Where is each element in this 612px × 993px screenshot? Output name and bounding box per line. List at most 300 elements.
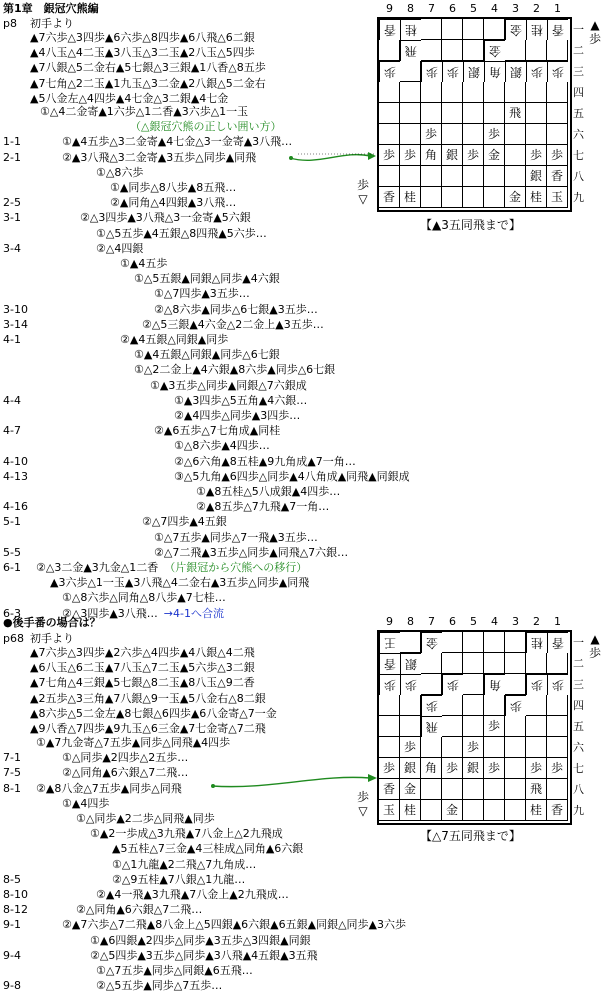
variation-line: ②△同角▲6六銀△7二飛… bbox=[76, 903, 203, 917]
board-square: 銀 bbox=[463, 61, 484, 82]
board-row-number: 六 bbox=[573, 128, 584, 141]
board-column-number: 9 bbox=[386, 2, 393, 15]
board-square bbox=[484, 19, 505, 40]
main-line: ▲7八銀△5二金右▲5七銀△3三銀▲1八香△8五歩 bbox=[30, 61, 266, 75]
board-square: 香 bbox=[547, 632, 568, 653]
board-column-number: 1 bbox=[554, 615, 561, 628]
variation-ref: 4-10 bbox=[3, 454, 28, 468]
variation-ref: 7-1 bbox=[3, 751, 21, 765]
board-square: 歩 bbox=[484, 124, 505, 145]
board-square bbox=[442, 653, 463, 674]
board-square: 歩 bbox=[442, 758, 463, 779]
board-square bbox=[400, 103, 421, 124]
board-square bbox=[421, 40, 442, 61]
variation-ref: 4-16 bbox=[3, 500, 28, 514]
board2-sente-hand: ▲ 歩 bbox=[588, 632, 601, 660]
board-column-number: 5 bbox=[470, 615, 477, 628]
board-square bbox=[442, 124, 463, 145]
board-square bbox=[400, 124, 421, 145]
board-column-number: 8 bbox=[407, 2, 414, 15]
board-column-number: 8 bbox=[407, 615, 414, 628]
board-square bbox=[442, 737, 463, 758]
variation-line: ②△9五桂▲7八銀△1九龍… bbox=[112, 872, 246, 886]
board-square bbox=[547, 779, 568, 800]
board-square: 玉 bbox=[379, 800, 400, 821]
board-square bbox=[484, 695, 505, 716]
variation-line: ②▲3八飛△3二金寄▲3五歩△同歩▲同飛 bbox=[62, 150, 257, 164]
variation-ref: 7-5 bbox=[3, 766, 21, 780]
board-square bbox=[421, 653, 442, 674]
board-square bbox=[547, 103, 568, 124]
board-square bbox=[442, 187, 463, 208]
board-square: 歩 bbox=[526, 758, 547, 779]
board-square: 桂 bbox=[526, 632, 547, 653]
board-square: 金 bbox=[421, 632, 442, 653]
variation-ref: 3-1 bbox=[3, 211, 21, 225]
board-column-number: 3 bbox=[512, 615, 519, 628]
variation-ref: 2-1 bbox=[3, 150, 21, 164]
variation-line: ②△5五歩▲同歩△7五歩… bbox=[96, 979, 223, 993]
board-square bbox=[505, 124, 526, 145]
board-square: 香 bbox=[379, 187, 400, 208]
variation-ref: 6-1 bbox=[3, 561, 21, 574]
board-square bbox=[379, 40, 400, 61]
board-row-number: 八 bbox=[573, 170, 584, 183]
variation-ref: 5-5 bbox=[3, 545, 21, 559]
board-square: 歩 bbox=[379, 145, 400, 166]
variation-line: ①▲3四歩△5五角▲4六銀… bbox=[174, 393, 308, 407]
board-square: 角 bbox=[421, 145, 442, 166]
board-square: 歩 bbox=[379, 674, 400, 695]
variation-ref: 9-1 bbox=[3, 918, 21, 932]
board-square bbox=[505, 800, 526, 821]
section2-title: ●後手番の場合は？ bbox=[3, 616, 101, 629]
variation-ref: 5-1 bbox=[3, 515, 21, 529]
board-row-number: 七 bbox=[573, 762, 584, 775]
board-row-number: 三 bbox=[573, 678, 584, 691]
board-row-number: 四 bbox=[573, 86, 584, 99]
board-square bbox=[484, 737, 505, 758]
main-line: ▲7七角△2二玉▲1九玉△3二金▲2八銀△5二金右 bbox=[30, 76, 266, 90]
board-row-number: 九 bbox=[573, 191, 584, 204]
board-square bbox=[484, 632, 505, 653]
board-square: 歩 bbox=[379, 61, 400, 82]
variation-ref: 2-5 bbox=[3, 196, 21, 210]
variation-ref: 4-4 bbox=[3, 393, 21, 407]
board-square: 金 bbox=[505, 19, 526, 40]
board-square bbox=[442, 695, 463, 716]
board-square bbox=[421, 19, 442, 40]
board-square: 香 bbox=[379, 779, 400, 800]
board-square bbox=[484, 187, 505, 208]
board-square: 飛 bbox=[526, 779, 547, 800]
board-square bbox=[505, 145, 526, 166]
board-row-number: 一 bbox=[573, 636, 584, 649]
board-square: 歩 bbox=[400, 674, 421, 695]
board-square: 金 bbox=[484, 145, 505, 166]
board-column-number: 3 bbox=[512, 2, 519, 15]
board-square: 王 bbox=[379, 632, 400, 653]
board-square bbox=[421, 187, 442, 208]
variation-line: ②△4四銀 bbox=[96, 241, 144, 255]
board-column-number: 2 bbox=[533, 615, 540, 628]
board-square bbox=[547, 82, 568, 103]
board-square bbox=[505, 653, 526, 674]
board-square bbox=[484, 653, 505, 674]
board-square bbox=[421, 779, 442, 800]
board-square bbox=[442, 166, 463, 187]
board-square: 金 bbox=[484, 40, 505, 61]
variation-ref: 1-1 bbox=[3, 135, 21, 149]
board-square: 歩 bbox=[547, 145, 568, 166]
variation-line: ②△5三銀▲4六金△2二金上▲3五歩… bbox=[142, 317, 324, 331]
board-row-number: 五 bbox=[573, 107, 584, 120]
board-square: 桂 bbox=[526, 800, 547, 821]
board-column-number: 5 bbox=[470, 2, 477, 15]
board-square: 角 bbox=[421, 758, 442, 779]
board-square bbox=[526, 103, 547, 124]
variation-line: ②△7二飛▲3五歩△同歩▲同飛△7六銀… bbox=[154, 545, 349, 559]
board-square: 金 bbox=[442, 800, 463, 821]
board-square bbox=[505, 737, 526, 758]
board-row-number: 三 bbox=[573, 65, 584, 78]
board2-arrow-icon bbox=[210, 772, 380, 792]
board-square bbox=[505, 166, 526, 187]
board-square: 歩 bbox=[484, 716, 505, 737]
board-square bbox=[484, 82, 505, 103]
board-square bbox=[421, 674, 442, 695]
board-square: 歩 bbox=[463, 145, 484, 166]
board-square bbox=[505, 40, 526, 61]
variation-line: ①△2二金上▲4六銀▲8六歩▲同歩△6七銀 bbox=[134, 363, 336, 377]
board-column-number: 2 bbox=[533, 2, 540, 15]
variation-ref: 4-13 bbox=[3, 469, 28, 483]
main-line: ▲8六歩△5二金左▲8七銀△6四歩▲6八金寄△7一金 bbox=[30, 706, 277, 720]
board-column-number: 6 bbox=[449, 615, 456, 628]
board-square bbox=[400, 166, 421, 187]
board-square: 歩 bbox=[379, 758, 400, 779]
board-square bbox=[463, 124, 484, 145]
variation-line: ③△5九角▲6四歩△同歩▲4八角成▲同飛▲同銀成 bbox=[174, 469, 410, 483]
variation-line: ②▲8八金△7五歩▲同歩△同飛 bbox=[36, 781, 182, 795]
variation-line: ①△1九龍▲2二飛△7九角成… bbox=[112, 857, 257, 871]
variation-ref: 3-10 bbox=[3, 302, 28, 316]
board-row-number: 四 bbox=[573, 699, 584, 712]
board-square bbox=[379, 124, 400, 145]
board-square bbox=[463, 674, 484, 695]
board-square: 飛 bbox=[505, 103, 526, 124]
board-square bbox=[400, 632, 421, 653]
board-square: 歩 bbox=[442, 674, 463, 695]
board1-caption: 【▲3五同飛まで】 bbox=[420, 218, 521, 232]
board-square bbox=[463, 800, 484, 821]
board-square bbox=[400, 61, 421, 82]
variation-line: ②▲7六歩△7二飛▲8八金上△5四銀▲6六銀▲6五銀▲同銀△同歩▲3六歩 bbox=[62, 918, 406, 932]
board-square: 歩 bbox=[442, 61, 463, 82]
board-square bbox=[421, 800, 442, 821]
board-row-number: 七 bbox=[573, 149, 584, 162]
board-square bbox=[421, 103, 442, 124]
board-square: 角 bbox=[484, 674, 505, 695]
board-square bbox=[379, 82, 400, 103]
board-square bbox=[484, 166, 505, 187]
variation-line: ②△3四歩▲3八飛… →4-1へ合流 bbox=[62, 606, 224, 620]
board-square: 歩 bbox=[400, 737, 421, 758]
board-square bbox=[400, 82, 421, 103]
board-square: 歩 bbox=[421, 124, 442, 145]
board-square: 歩 bbox=[505, 695, 526, 716]
board-row-number: 八 bbox=[573, 783, 584, 796]
board-square bbox=[463, 19, 484, 40]
board-square: 金 bbox=[400, 779, 421, 800]
board-square bbox=[526, 653, 547, 674]
board-square bbox=[547, 40, 568, 61]
board-square: 銀 bbox=[400, 653, 421, 674]
board-square bbox=[463, 632, 484, 653]
board1-gote-hand: 歩 ▽ bbox=[356, 178, 369, 206]
board-column-number: 1 bbox=[554, 2, 561, 15]
board-row-number: 二 bbox=[573, 44, 584, 57]
board-square: 桂 bbox=[400, 800, 421, 821]
board-square bbox=[442, 716, 463, 737]
board-column-number: 6 bbox=[449, 2, 456, 15]
board-square bbox=[484, 800, 505, 821]
board-square: 桂 bbox=[526, 187, 547, 208]
board-square bbox=[421, 737, 442, 758]
variation-line: ②△8六歩▲同歩△6七銀▲3五歩… bbox=[154, 302, 318, 316]
variation-ref: 8-10 bbox=[3, 888, 28, 901]
variation-ref: 4-7 bbox=[3, 424, 21, 438]
variation-line: ②▲4四歩△同歩▲3四歩… bbox=[174, 409, 301, 422]
board-square: 玉 bbox=[547, 187, 568, 208]
board-square: 銀 bbox=[463, 758, 484, 779]
board-row-number: 五 bbox=[573, 720, 584, 733]
board-square bbox=[484, 103, 505, 124]
board-square: 銀 bbox=[400, 758, 421, 779]
board-square bbox=[526, 716, 547, 737]
board-square: 銀 bbox=[526, 166, 547, 187]
board-column-number: 4 bbox=[491, 615, 498, 628]
board-square bbox=[547, 737, 568, 758]
board-row-number: 一 bbox=[573, 23, 584, 36]
board-square bbox=[379, 103, 400, 124]
board-square: 桂 bbox=[526, 19, 547, 40]
variation-line: ①▲4五歩△3二金寄▲4七金△3一金寄▲3八飛… bbox=[62, 135, 293, 149]
board-square bbox=[400, 716, 421, 737]
board-square bbox=[463, 779, 484, 800]
board-square bbox=[463, 716, 484, 737]
variation-line: ②▲4一飛▲3九飛▲7八金上▲2九飛成… bbox=[96, 888, 289, 901]
board-square: 香 bbox=[379, 653, 400, 674]
board-square bbox=[547, 695, 568, 716]
board-square bbox=[463, 166, 484, 187]
board-square bbox=[463, 82, 484, 103]
variation-line: ②△7四歩▲4五銀 bbox=[142, 515, 227, 529]
main-line: ▲9八香△7四歩▲9九玉△6三金▲7七金寄△7二飛 bbox=[30, 722, 266, 735]
board-square: 歩 bbox=[547, 674, 568, 695]
board-square bbox=[484, 779, 505, 800]
board-square: 歩 bbox=[526, 145, 547, 166]
board-square bbox=[463, 187, 484, 208]
variation-line: ①▲4四歩 bbox=[62, 796, 110, 810]
board-square bbox=[526, 40, 547, 61]
board-square bbox=[421, 82, 442, 103]
board-square bbox=[379, 695, 400, 716]
board-row-number: 六 bbox=[573, 741, 584, 754]
board-square bbox=[379, 737, 400, 758]
board2-gote-hand: 歩 ▽ bbox=[356, 790, 369, 818]
board-square bbox=[463, 40, 484, 61]
section1-page: p8 bbox=[3, 17, 17, 30]
board1-arrow-icon bbox=[288, 148, 378, 166]
board-square bbox=[442, 82, 463, 103]
section2-intro: 初手より bbox=[30, 632, 74, 645]
board-square bbox=[442, 632, 463, 653]
board-column-number: 4 bbox=[491, 2, 498, 15]
variation-line: ②△6六角▲8五桂▲9九角成▲7一角… bbox=[174, 454, 356, 468]
board-square bbox=[505, 779, 526, 800]
variation-ref: 9-4 bbox=[3, 948, 21, 962]
board-square bbox=[463, 103, 484, 124]
main-line: ▲4八玉△4二玉▲3八玉△3二玉▲2八玉△5四歩 bbox=[30, 46, 255, 60]
board-square: 金 bbox=[505, 187, 526, 208]
section1-intro: 初手より bbox=[30, 17, 74, 30]
variation-line: ①△8六歩▲4四歩… bbox=[174, 439, 270, 453]
main-line: ▲7六歩△3四歩▲2六歩△4四歩▲4八銀△4二飛 bbox=[30, 646, 255, 659]
board-square: 歩 bbox=[526, 61, 547, 82]
board-square: 銀 bbox=[442, 145, 463, 166]
board2-caption: 【△7五同飛まで】 bbox=[420, 829, 521, 843]
board-column-number: 7 bbox=[428, 615, 435, 628]
variation-line: ▲5五桂△7三金▲4三桂成△同角▲6六銀 bbox=[112, 842, 304, 856]
board-square: 歩 bbox=[421, 61, 442, 82]
board-square: 桂 bbox=[400, 187, 421, 208]
variation-line: ①△7四歩▲3五歩… bbox=[154, 287, 250, 301]
main-line: ▲7六歩△3四歩▲6六歩△8四歩▲6八飛△6二銀 bbox=[30, 31, 255, 44]
variation-line: ②▲同角△4四銀▲3八飛… bbox=[110, 196, 237, 210]
variation-line: ②▲4五銀△同銀▲同歩 bbox=[120, 333, 229, 346]
board1 bbox=[377, 17, 572, 212]
section2-page: p68 bbox=[3, 632, 24, 645]
variation-note: （片銀冠から穴熊への移行） bbox=[164, 561, 308, 574]
variation-line: ②△5四歩▲3五歩△同歩▲3八飛▲4五銀▲3五飛 bbox=[90, 948, 318, 962]
variation-line: ①△7五歩▲同歩△同銀▲6五飛… bbox=[96, 964, 253, 977]
variation-line: ①△5五銀▲同銀△同歩▲4六銀 bbox=[134, 272, 280, 286]
variation-line: ①▲2一歩成△3九飛▲7八金上△2九飛成 bbox=[90, 827, 283, 841]
board-square: 歩 bbox=[547, 61, 568, 82]
variation-ref: 8-12 bbox=[3, 903, 28, 917]
board-column-number: 7 bbox=[428, 2, 435, 15]
variation-line: ①△4二金寄▲1六歩△1二香▲3六歩△1一玉 bbox=[40, 105, 249, 118]
board-square bbox=[463, 653, 484, 674]
board-square bbox=[505, 716, 526, 737]
board-square bbox=[505, 632, 526, 653]
board-square: 桂 bbox=[400, 19, 421, 40]
board-square: 歩 bbox=[547, 758, 568, 779]
variation-note: →4-1へ合流 bbox=[163, 606, 224, 620]
board-square: 香 bbox=[547, 19, 568, 40]
board-square bbox=[547, 124, 568, 145]
variation-ref: 8-1 bbox=[3, 781, 21, 795]
board-square: 歩 bbox=[463, 737, 484, 758]
variation-line: （△銀冠穴熊の正しい囲い方） bbox=[130, 120, 282, 134]
board-square: 歩 bbox=[421, 695, 442, 716]
board-square bbox=[526, 124, 547, 145]
board2 bbox=[377, 630, 572, 825]
board-square: 歩 bbox=[526, 674, 547, 695]
variation-line: ①▲4五歩 bbox=[120, 257, 168, 270]
board-square: 歩 bbox=[400, 145, 421, 166]
board-square: 飛 bbox=[421, 716, 442, 737]
variation-line: ①△同歩▲2四歩△2五歩… bbox=[62, 751, 189, 765]
board-square bbox=[421, 166, 442, 187]
board-square bbox=[442, 40, 463, 61]
main-line: ▲5八金左△4四歩▲4七金△3二銀▲4七金 bbox=[30, 91, 229, 105]
main-line: ▲7七角△4三銀▲5七銀△8二玉▲8八玉△9二香 bbox=[30, 676, 255, 690]
board-square: 香 bbox=[547, 166, 568, 187]
variation-line: ①△同歩▲2二歩△同飛▲同歩 bbox=[76, 812, 215, 825]
variation-line: ①▲同歩△8八歩▲8五飛… bbox=[110, 181, 237, 194]
board1-sente-hand: ▲ 歩 bbox=[588, 18, 601, 46]
board-square bbox=[526, 82, 547, 103]
board-square: 歩 bbox=[484, 758, 505, 779]
board-square: 飛 bbox=[400, 40, 421, 61]
board-square bbox=[463, 695, 484, 716]
variation-ref: 3-14 bbox=[3, 317, 28, 331]
main-line: ▲6八玉△6二玉▲7八玉△7二玉▲5六歩△3二銀 bbox=[30, 661, 255, 675]
board-square bbox=[379, 716, 400, 737]
board-square bbox=[526, 737, 547, 758]
board-square bbox=[505, 82, 526, 103]
section1-title: 第1章 銀冠穴熊編 bbox=[3, 2, 99, 15]
board-square bbox=[400, 695, 421, 716]
variation-line: ①▲4五銀△同銀▲同歩△6七銀 bbox=[134, 348, 280, 362]
board-square: 銀 bbox=[505, 61, 526, 82]
variation-ref: 4-1 bbox=[3, 333, 21, 346]
variation-line: ②△3四歩▲3八飛△3一金寄▲5六銀 bbox=[80, 211, 251, 225]
variation-line: ②△同角▲6六銀△7二飛… bbox=[62, 766, 189, 780]
variation-line: ②▲6五歩△7七角成▲同桂 bbox=[154, 424, 281, 438]
variation-ref: 8-5 bbox=[3, 872, 21, 886]
board-square bbox=[442, 779, 463, 800]
variation-line: ①△8六歩 bbox=[96, 165, 144, 179]
variation-line: ①▲6四銀▲2四歩△同歩▲3五歩△3四銀▲同銀 bbox=[90, 933, 311, 947]
board-square bbox=[547, 716, 568, 737]
board-square bbox=[505, 674, 526, 695]
board-column-number: 9 bbox=[386, 615, 393, 628]
variation-line: ①▲7九金寄△7五歩▲同歩△同飛▲4四歩 bbox=[36, 736, 231, 749]
main-line: ▲2五歩△3三角▲7八銀△9一玉▲5八金右△8二銀 bbox=[30, 691, 266, 705]
variation-line: ▲3六歩△1一玉▲3八飛△4二金右▲3五歩△同歩▲同飛 bbox=[50, 576, 310, 590]
board-row-number: 二 bbox=[573, 657, 584, 670]
variation-ref: 3-4 bbox=[3, 241, 21, 255]
variation-ref: 9-8 bbox=[3, 979, 21, 993]
board-square: 角 bbox=[484, 61, 505, 82]
variation-line: ①△8六歩△同角△8八歩▲7七桂… bbox=[62, 591, 226, 605]
board-square: 香 bbox=[547, 800, 568, 821]
variation-line: ①▲3五歩△同歩▲同銀△7六銀成 bbox=[150, 378, 307, 392]
board-square: 香 bbox=[379, 19, 400, 40]
variation-line: ②▲8五歩△7九飛▲7一角… bbox=[196, 500, 330, 514]
variation-line: ①△5五歩▲4五銀△8四飛▲5六歩… bbox=[96, 226, 267, 240]
variation-ref: 6-3 bbox=[3, 606, 21, 620]
board-square bbox=[442, 19, 463, 40]
variation-line: ①▲8五桂△5八成銀▲4四歩… bbox=[196, 485, 341, 498]
board-square bbox=[379, 166, 400, 187]
board-row-number: 九 bbox=[573, 804, 584, 817]
board-square bbox=[442, 103, 463, 124]
variation-line: ②△3二金▲3九金△1二香 （片銀冠から穴熊への移行） bbox=[36, 561, 308, 574]
